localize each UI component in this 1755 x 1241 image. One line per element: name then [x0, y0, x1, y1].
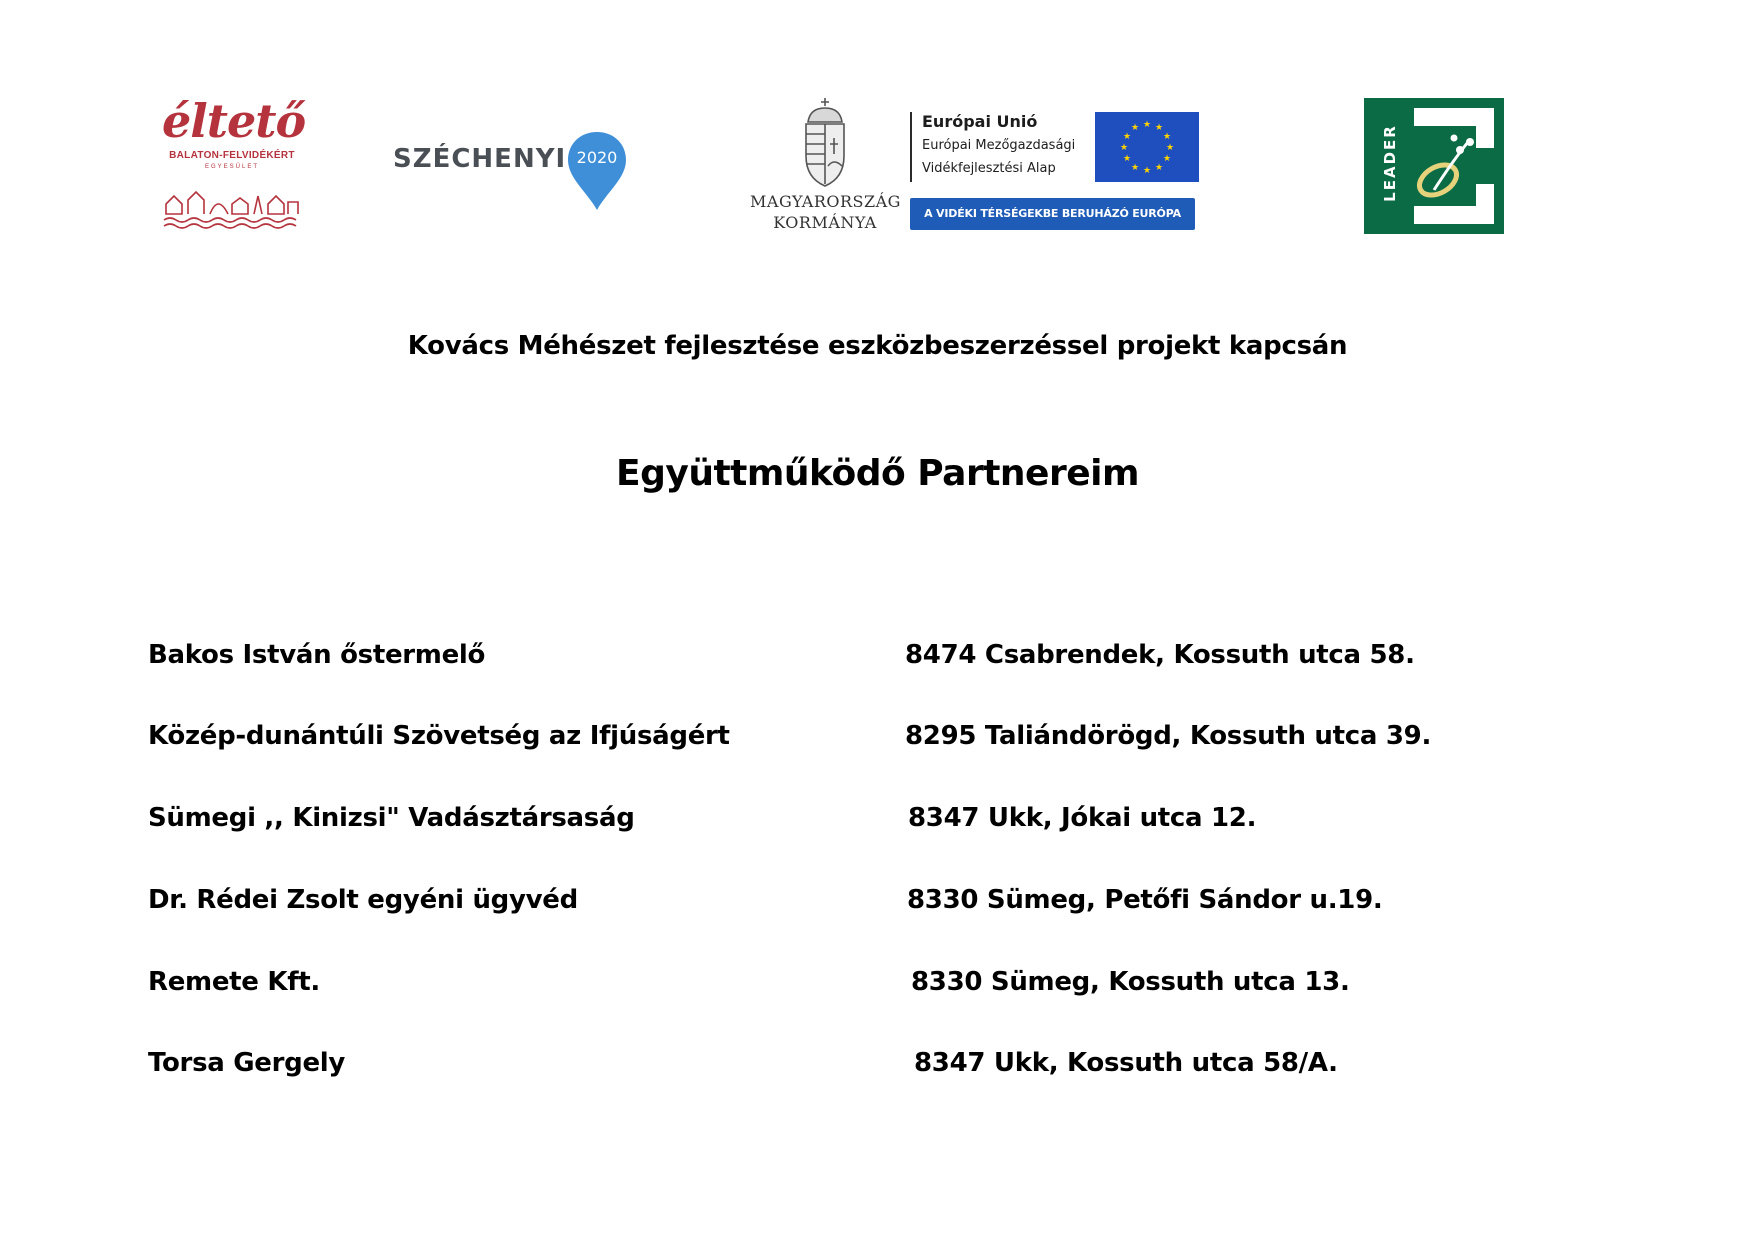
- svg-text:★: ★: [1130, 163, 1140, 173]
- partner-address: 8295 Taliándörögd, Kossuth utca 39.: [905, 721, 1432, 751]
- partner-name: Bakos István őstermelő: [148, 640, 486, 670]
- partner-address: 8474 Csabrendek, Kossuth utca 58.: [905, 640, 1415, 670]
- szechenyi-logo-year: 2020: [576, 148, 618, 167]
- partner-address: 8330 Sümeg, Kossuth utca 13.: [911, 967, 1350, 997]
- svg-text:★: ★: [1165, 143, 1175, 153]
- svg-text:★: ★: [1122, 132, 1132, 142]
- eu-logo-line-2: Európai Mezőgazdasági: [922, 138, 1076, 153]
- page-title: Együttműködő Partnereim: [616, 453, 1139, 494]
- hungarian-government-logo: [750, 96, 900, 236]
- svg-text:★: ★: [1154, 163, 1164, 173]
- svg-text:★: ★: [1142, 120, 1152, 130]
- partner-address: 8347 Ukk, Kossuth utca 58/A.: [914, 1048, 1338, 1078]
- government-logo-line-1: MAGYARORSZÁG: [750, 192, 901, 211]
- svg-text:★: ★: [1162, 132, 1172, 142]
- svg-text:★: ★: [1154, 123, 1164, 133]
- partner-name: Közép-dunántúli Szövetség az Ifjúságért: [148, 721, 730, 751]
- village-sketch-icon: [162, 174, 302, 230]
- eu-logo-banner: A VIDÉKI TÉRSÉGEKBE BERUHÁZÓ EURÓPA: [910, 198, 1195, 230]
- partner-name: Dr. Rédei Zsolt egyéni ügyvéd: [148, 885, 578, 915]
- partner-address: 8347 Ukk, Jókai utca 12.: [908, 803, 1257, 833]
- elteto-logo-subtitle-2: EGYESÜLET: [204, 164, 259, 170]
- svg-text:★: ★: [1130, 123, 1140, 133]
- coat-of-arms-icon: [800, 96, 850, 188]
- eu-logo-divider: [910, 112, 912, 182]
- partner-name: Sümegi ,, Kinizsi" Vadásztársaság: [148, 803, 635, 833]
- leader-logo: [1364, 98, 1504, 234]
- elteto-logo-subtitle: BALATON-FELVIDÉKÉRT: [169, 150, 295, 161]
- eu-logo-line-1: Európai Unió: [922, 112, 1038, 131]
- svg-text:★: ★: [1122, 154, 1132, 164]
- partner-name: Torsa Gergely: [148, 1048, 346, 1078]
- svg-text:★: ★: [1162, 154, 1172, 164]
- location-pin-icon: [565, 130, 629, 212]
- government-logo-line-2: KORMÁNYA: [773, 213, 877, 232]
- szechenyi-logo-word: SZÉCHENYI: [393, 144, 567, 174]
- elteto-logo-word: éltető: [162, 94, 306, 148]
- szechenyi-2020-logo: [393, 130, 633, 212]
- svg-text:★: ★: [1142, 166, 1152, 176]
- leader-logo-word: LEADER: [1381, 124, 1399, 202]
- eu-logo-line-3: Vidékfejlesztési Alap: [922, 161, 1056, 176]
- elteto-logo: [162, 94, 306, 232]
- partner-address: 8330 Sümeg, Petőfi Sándor u.19.: [907, 885, 1383, 915]
- svg-text:★: ★: [1119, 143, 1129, 153]
- eu-eafrd-logo: [910, 110, 1200, 234]
- eu-flag-icon: [1095, 112, 1199, 182]
- project-subtitle: Kovács Méhészet fejlesztése eszközbeszerzéssel projekt kapcsán: [407, 331, 1348, 361]
- partner-name: Remete Kft.: [148, 967, 320, 997]
